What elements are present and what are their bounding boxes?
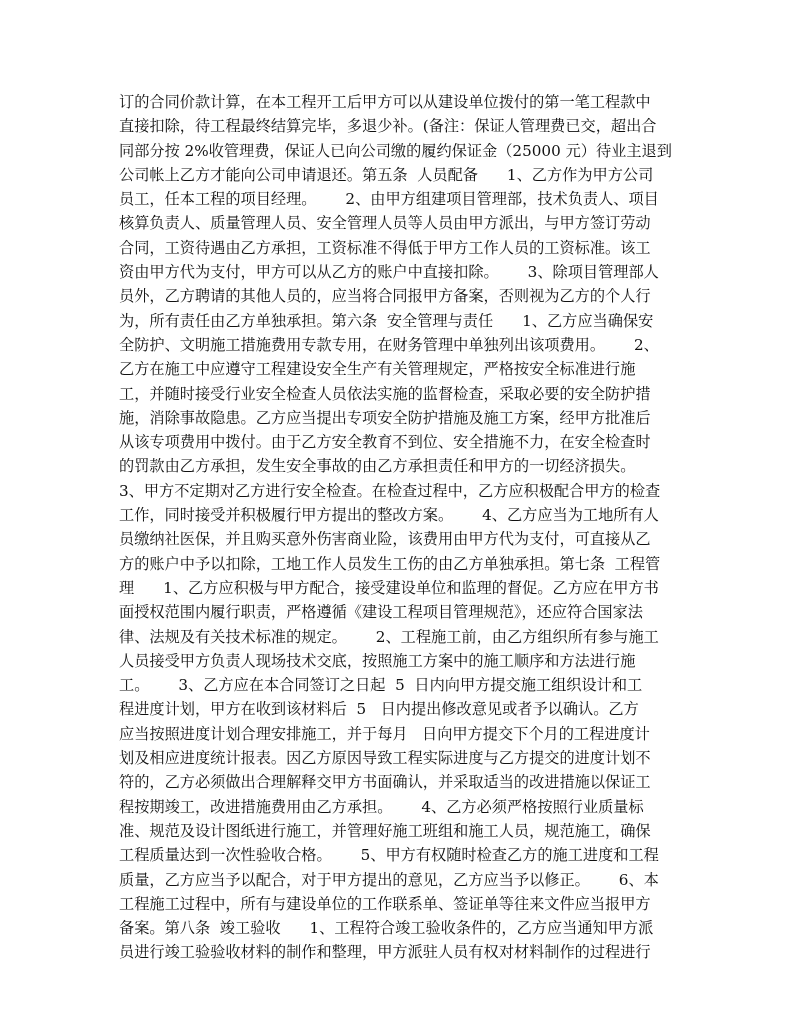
text-line: 员工，任本工程的项目经理。 2、由甲方组建项目管理部，技术负责人、项目 [119,190,659,209]
text-line: 核算负责人、质量管理人员、安全管理人员等人员由甲方派出，与甲方签订劳动 [119,214,651,233]
text-line: 的罚款由乙方承担，发生安全事故的由乙方承担责任和甲方的一切经济损失。 [119,457,636,476]
text-line: 资由甲方代为支付，甲方可以从乙方的账户中直接扣除。 3、除项目管理部人 [119,263,659,282]
text-line: 面授权范围内履行职责，严格遵循《建设工程项目管理规范》，还应符合国家法 [119,603,643,622]
text-line: 应当按照进度计划合理安排施工，并于每月 日向甲方提交下个月的工程进度计 [119,724,650,743]
text-line: 工，并随时接受行业安全检查人员依法实施的监督检查，采取必要的安全防护措 [119,384,651,403]
text-line: 工程施工过程中，所有与建设单位的工作联系单、签证单等往来文件应当报甲方 [119,894,651,913]
text-line: 员进行竣工验验收材料的制作和整理，甲方派驻人员有权对材料制作的过程进行 [119,943,651,962]
text-line: 施，消除事故隐患。乙方应当提出专项安全防护措施及施工方案，经甲方批准后 [119,408,651,427]
text-line: 公司帐上乙方才能向公司申请退还。第五条 人员配备 1、乙方作为甲方公司 [119,165,654,184]
text-line: 备案。第八条 竣工验收 1、工程符合竣工验收条件的，乙方应当通知甲方派 [119,919,654,938]
text-line: 3、甲方不定期对乙方进行安全检查。在检查过程中，乙方应积极配合甲方的检查 [119,481,661,500]
text-line: 同部分按 2%收管理费，保证人已向公司缴的履约保证金（25000 元）待业主退到 [119,141,672,160]
text-line: 为，所有责任由乙方单独承担。第六条 安全管理与责任 1、乙方应当确保安 [119,311,654,330]
text-line: 直接扣除，待工程最终结算完毕，多退少补。(备注：保证人管理费已交，超出合 [119,117,657,136]
text-line: 理 1、乙方应积极与甲方配合，接受建设单位和监理的督促。乙方应在甲方书 [119,578,659,597]
text-line: 程进度计划，甲方在收到该材料后 5 日内提出修改意见或者予以确认。乙方 [119,700,639,719]
text-line: 人员接受甲方负责人现场技术交底，按照施工方案中的施工顺序和方法进行施 [119,651,636,670]
text-line: 合同，工资待遇由乙方承担，工资标准不得低于甲方工作人员的工资标准。该工 [119,238,651,257]
text-line: 订的合同价款计算，在本工程开工后甲方可以从建设单位拨付的第一笔工程款中 [119,93,651,111]
text-line: 从该专项费用中拨付。由于乙方安全教育不到位、安全措施不力，在安全检查时 [119,433,651,452]
text-line: 乙方在施工中应遵守工程建设安全生产有关管理规定，严格按安全标准进行施 [119,360,636,379]
text-line: 工。 3、乙方应在本合同签订之日起 5 日内向甲方提交施工组织设计和工 [119,676,643,695]
text-line: 符的，乙方必须做出合理解释交甲方书面确认，并采取适当的改进措施以保证工 [119,773,651,792]
contract-text-block [119,90,679,965]
text-line: 准、规范及设计图纸进行施工，并管理好施工班组和施工人员，规范施工，确保 [119,821,651,840]
text-line: 工作，同时接受并积极履行甲方提出的整改方案。 4、乙方应当为工地所有人 [119,506,659,525]
text-line: 划及相应进度统计报表。因乙方原因导致工程实际进度与乙方提交的进度计划不 [119,749,651,768]
text-line: 程按期竣工，改进措施费用由乙方承担。 4、乙方必须严格按照行业质量标 [119,797,644,816]
text-line: 员外，乙方聘请的其他人员的，应当将合同报甲方备案，否则视为乙方的个人行 [119,287,651,306]
text-line: 律、法规及有关技术标准的规定。 2、工程施工前，由乙方组织所有参与施工 [119,627,659,646]
text-line: 方的账户中予以扣除，工地工作人员发生工伤的由乙方单独承担。第七条 工程管 [119,554,661,573]
text-line: 质量，乙方应当予以配合，对于甲方提出的意见，乙方应当予以修正。 6、本 [119,870,659,889]
text-line: 工程质量达到一次性验收合格。 5、甲方有权随时检查乙方的施工进度和工程 [119,846,659,865]
text-line: 全防护、文明施工措施费用专款专用，在财务管理中单独列出该项费用。 2、 [119,335,659,354]
text-line: 员缴纳社医保，并且购买意外伤害商业险，该费用由甲方代为支付，可直接从乙 [119,530,651,549]
